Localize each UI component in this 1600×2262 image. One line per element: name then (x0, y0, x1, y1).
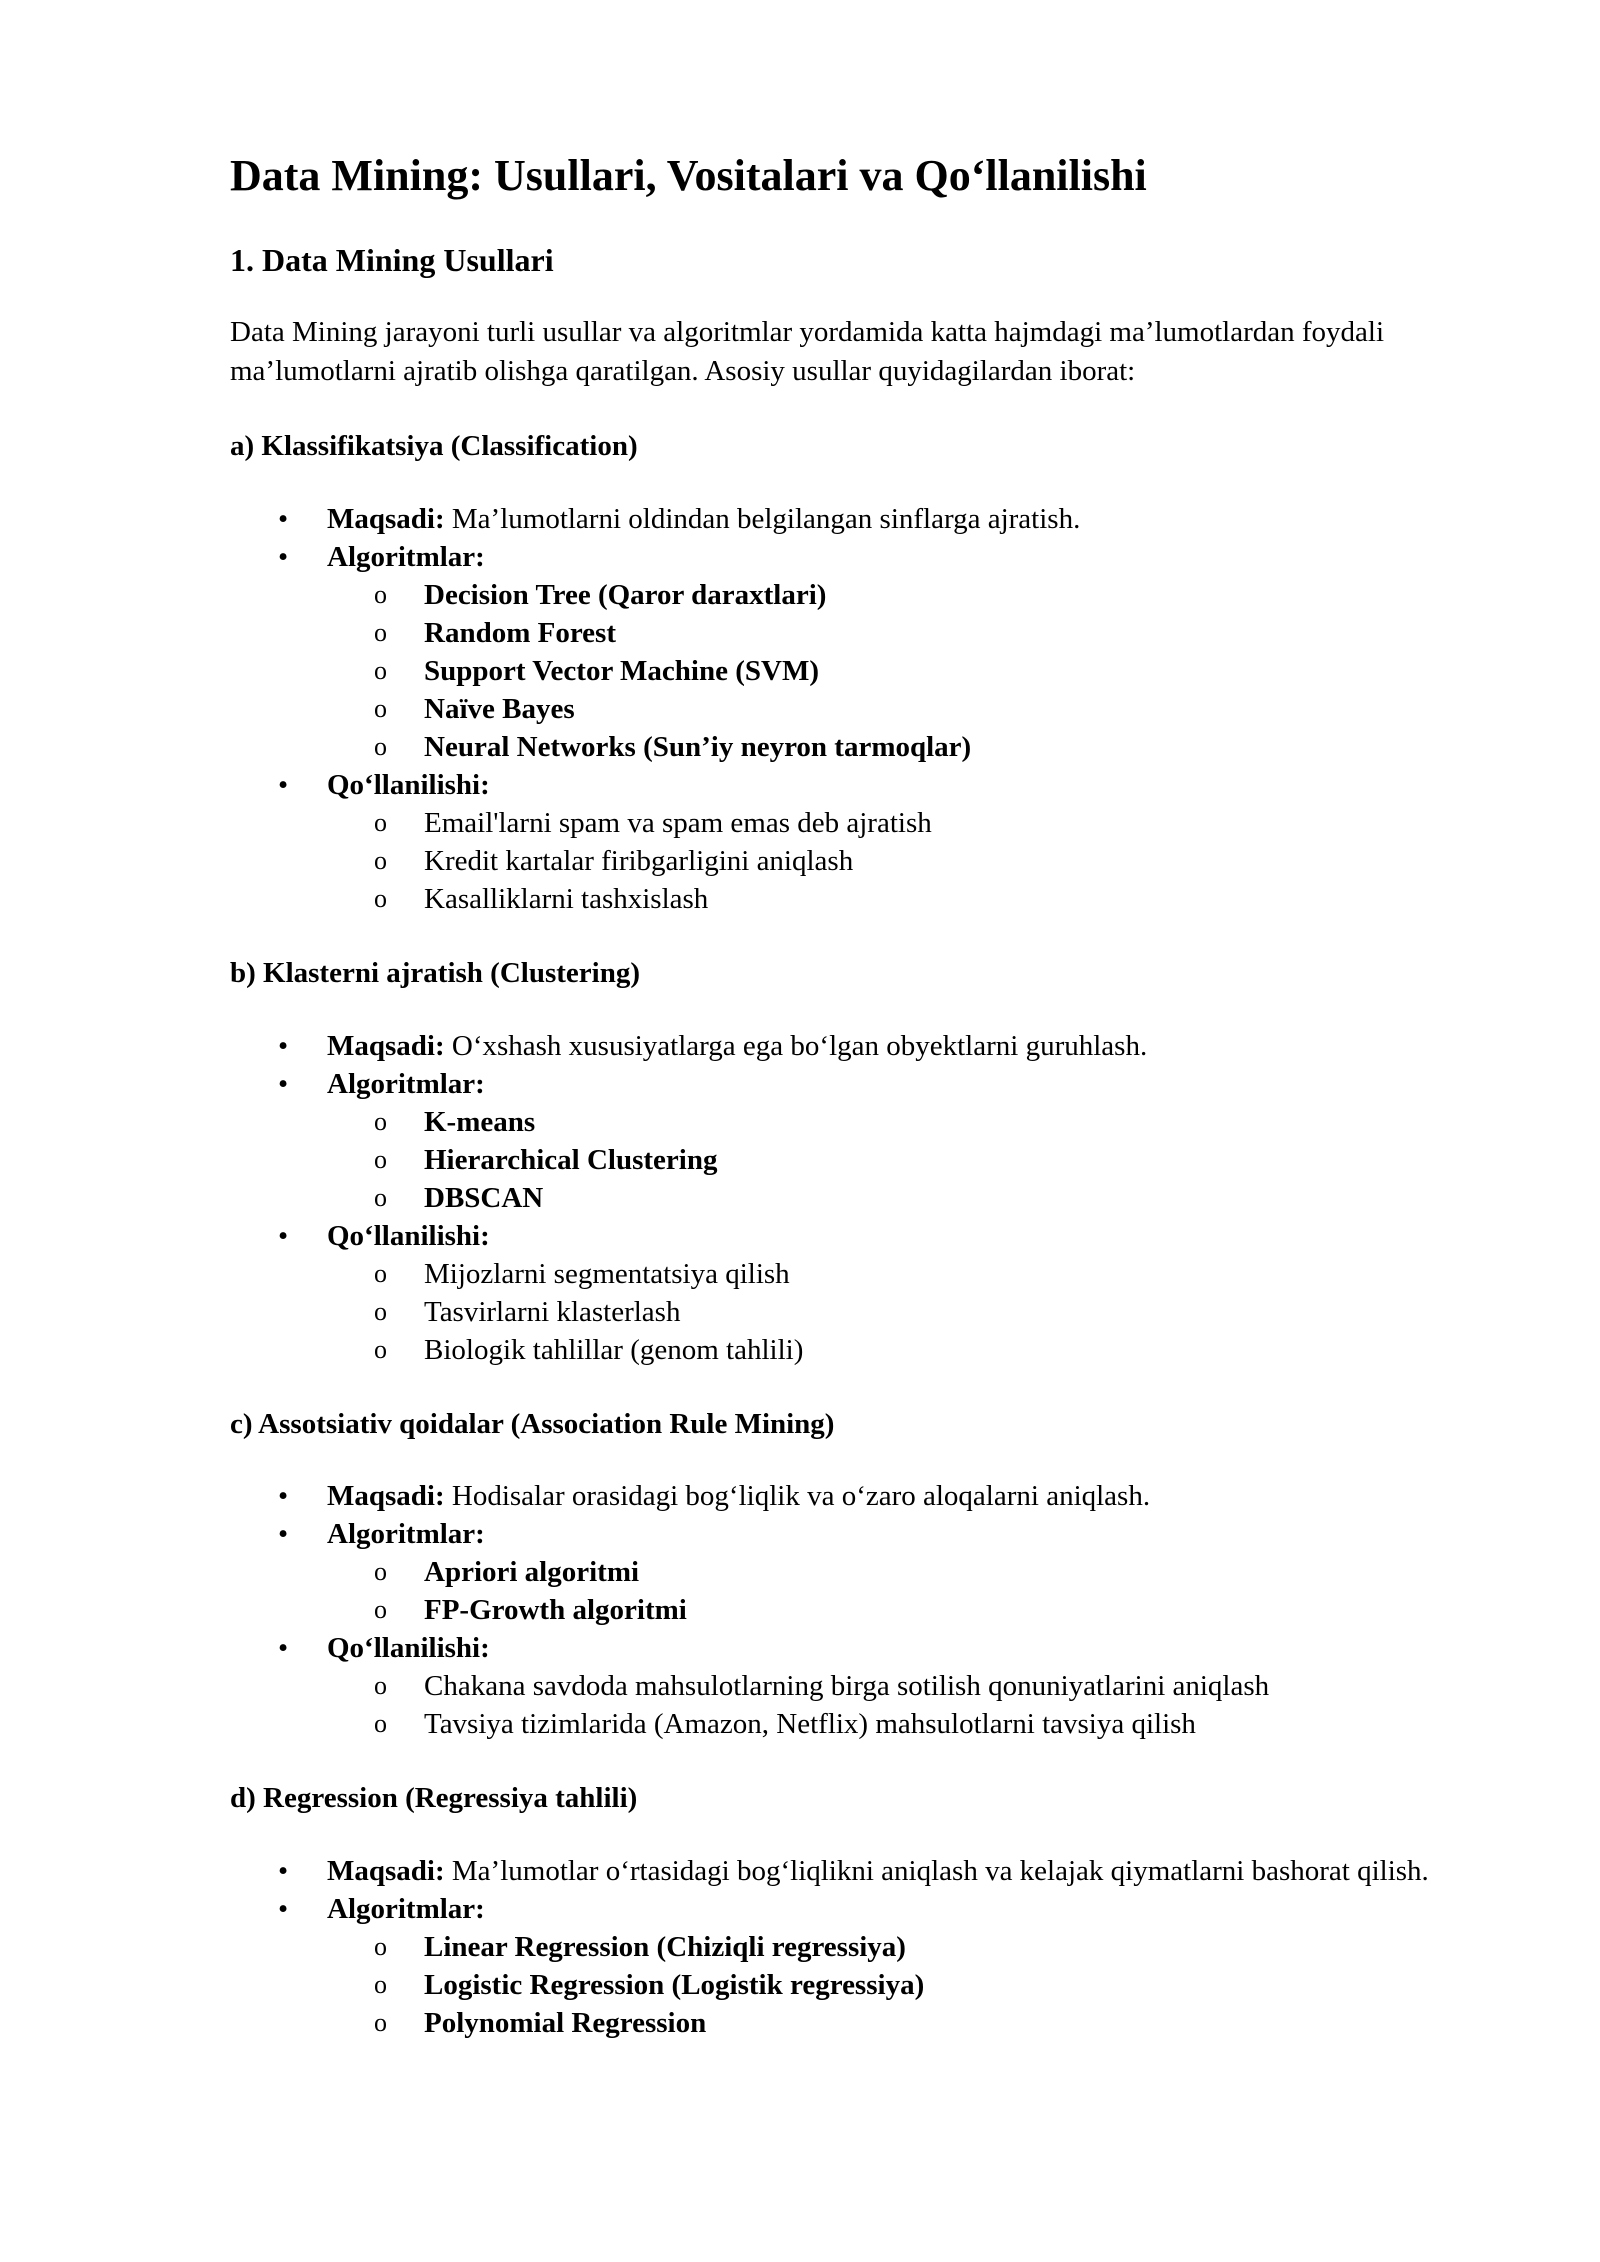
usage-text: Kasalliklarni tashxislash (424, 882, 709, 915)
algorithms-label: Algoritmlar: (327, 1518, 485, 1551)
algorithm-item (327, 728, 1470, 766)
bullet-icon: • (278, 540, 289, 573)
method-list (230, 1477, 1470, 1743)
circle-bullet-icon: o (374, 1258, 387, 1288)
circle-bullet-icon: o (374, 1970, 387, 2000)
bullet-icon: • (278, 1067, 289, 1100)
goal-item (230, 500, 1470, 538)
usage-entry (327, 880, 1470, 918)
algorithm-name: Naïve Bayes (424, 692, 575, 725)
algorithm-item (327, 690, 1470, 728)
circle-bullet-icon: o (374, 1932, 387, 1962)
algorithm-name: Hierarchical Clustering (424, 1143, 718, 1176)
usage-text: Tavsiya tizimlarida (Amazon, Netflix) mahsulotlarni tavsiya qilish (424, 1708, 1196, 1741)
method-heading: c) Assotsiativ qoidalar (Association Rule Mining) (230, 1407, 835, 1440)
usage-entry (327, 1255, 1470, 1293)
usage-list (327, 804, 1470, 918)
algorithm-item (327, 652, 1470, 690)
circle-bullet-icon: o (374, 883, 387, 913)
algorithms-list (327, 1103, 1470, 1217)
usage-list (327, 1667, 1470, 1743)
goal-label: Maqsadi: (327, 1029, 445, 1062)
bullet-icon: • (278, 502, 289, 535)
usage-label: Qo‘llanilishi: (327, 768, 490, 801)
bullet-icon: • (278, 1219, 289, 1252)
algorithms-item (230, 538, 1470, 766)
goal-text: Ma’lumotlarni oldindan belgilangan sinflarga ajratish. (444, 502, 1081, 535)
algorithm-item (327, 1553, 1470, 1591)
algorithms-label: Algoritmlar: (327, 540, 485, 573)
usage-entry (327, 1293, 1470, 1331)
algorithm-item (327, 1103, 1470, 1141)
circle-bullet-icon: o (374, 1334, 387, 1364)
circle-bullet-icon: o (374, 1182, 387, 1212)
circle-bullet-icon: o (374, 617, 387, 647)
goal-label: Maqsadi: (327, 1480, 445, 1513)
bullet-icon: • (278, 1855, 289, 1888)
goal-label: Maqsadi: (327, 1855, 445, 1888)
goal-item (230, 1027, 1470, 1065)
bullet-icon: • (278, 768, 289, 801)
bullet-icon: • (278, 1518, 289, 1551)
goal-text: Hodisalar orasidagi bog‘liqlik va o‘zaro aloqalarni aniqlash. (444, 1480, 1151, 1513)
algorithm-name: Linear Regression (Chiziqli regressiya) (424, 1931, 906, 1964)
algorithms-label: Algoritmlar: (327, 1893, 485, 1926)
algorithms-item (230, 1065, 1470, 1217)
circle-bullet-icon: o (374, 655, 387, 685)
algorithm-item (327, 614, 1470, 652)
algorithm-item (327, 1141, 1470, 1179)
circle-bullet-icon: o (374, 2008, 387, 2038)
algorithm-item (327, 1179, 1470, 1217)
method-heading: a) Klassifikatsiya (Classification) (230, 429, 638, 462)
algorithms-list (327, 1928, 1470, 2042)
goal-text: Ma’lumotlar o‘rtasidagi bog‘liqlikni aniqlash va kelajak qiymatlarni bashorat qilish. (444, 1855, 1429, 1888)
usage-text: Tasvirlarni klasterlash (424, 1295, 681, 1328)
goal-text: O‘xshash xususiyatlarga ega bo‘lgan obyektlarni guruhlash. (444, 1029, 1148, 1062)
usage-entry (327, 842, 1470, 880)
method-list (230, 1027, 1470, 1369)
algorithm-name: Apriori algoritmi (424, 1556, 640, 1589)
algorithms-label: Algoritmlar: (327, 1067, 485, 1100)
circle-bullet-icon: o (374, 1106, 387, 1136)
usage-entry (327, 1667, 1470, 1705)
circle-bullet-icon: o (374, 845, 387, 875)
algorithm-name: Decision Tree (Qaror daraxtlari) (424, 578, 827, 611)
section-intro: Data Mining jarayoni turli usullar va algoritmlar yordamida katta hajmdagi ma’lumotlardan foydali ma’lumotlarni ajratib olishga qaratilgan. Asosiy usullar quyidagilardan iborat: (230, 316, 1385, 388)
algorithm-name: Neural Networks (Sun’iy neyron tarmoqlar) (424, 730, 972, 763)
circle-bullet-icon: o (374, 1709, 387, 1739)
usage-label: Qo‘llanilishi: (327, 1632, 490, 1665)
usage-entry (327, 1331, 1470, 1369)
algorithm-item (327, 1591, 1470, 1629)
algorithm-name: Logistic Regression (Logistik regressiya) (424, 1969, 925, 2002)
algorithms-item (230, 1890, 1470, 2042)
usage-label: Qo‘llanilishi: (327, 1219, 490, 1252)
algorithm-name: DBSCAN (424, 1181, 544, 1214)
bullet-icon: • (278, 1893, 289, 1926)
usage-list (327, 1255, 1470, 1369)
document-title: Data Mining: Usullari, Vositalari va Qo‘llanilishi (230, 151, 1147, 200)
goal-item (230, 1852, 1470, 1890)
method-heading: d) Regression (Regressiya tahlili) (230, 1782, 638, 1815)
usage-text: Email'larni spam va spam emas deb ajratish (424, 806, 932, 839)
circle-bullet-icon: o (374, 807, 387, 837)
algorithm-name: FP-Growth algoritmi (424, 1594, 687, 1627)
circle-bullet-icon: o (374, 579, 387, 609)
usage-item (230, 1629, 1470, 1743)
algorithm-name: Polynomial Regression (424, 2007, 707, 2040)
algorithms-list (327, 576, 1470, 766)
usage-entry (327, 1705, 1470, 1743)
usage-item (230, 1217, 1470, 1369)
algorithms-item (230, 1515, 1470, 1629)
method-list (230, 1852, 1470, 2042)
circle-bullet-icon: o (374, 1557, 387, 1587)
goal-item (230, 1477, 1470, 1515)
bullet-icon: • (278, 1480, 289, 1513)
methods-container (230, 429, 1470, 2042)
bullet-icon: • (278, 1029, 289, 1062)
document-page (230, 150, 1470, 2042)
usage-text: Biologik tahlillar (genom tahlili) (424, 1333, 804, 1366)
algorithm-name: Support Vector Machine (SVM) (424, 654, 819, 687)
circle-bullet-icon: o (374, 693, 387, 723)
bullet-icon: • (278, 1632, 289, 1665)
algorithm-item (327, 1928, 1470, 1966)
usage-item (230, 766, 1470, 918)
algorithm-name: Random Forest (424, 616, 616, 649)
goal-label: Maqsadi: (327, 502, 445, 535)
circle-bullet-icon: o (374, 731, 387, 761)
method-heading: b) Klasterni ajratish (Clustering) (230, 956, 640, 989)
usage-text: Mijozlarni segmentatsiya qilish (424, 1257, 790, 1290)
section-heading: 1. Data Mining Usullari (230, 241, 554, 278)
usage-text: Chakana savdoda mahsulotlarning birga sotilish qonuniyatlarini aniqlash (424, 1670, 1270, 1703)
usage-text: Kredit kartalar firibgarligini aniqlash (424, 844, 854, 877)
circle-bullet-icon: o (374, 1144, 387, 1174)
circle-bullet-icon: o (374, 1296, 387, 1326)
algorithm-item (327, 576, 1470, 614)
circle-bullet-icon: o (374, 1595, 387, 1625)
algorithms-list (327, 1553, 1470, 1629)
usage-entry (327, 804, 1470, 842)
algorithm-item (327, 1966, 1470, 2004)
algorithm-item (327, 2004, 1470, 2042)
circle-bullet-icon: o (374, 1671, 387, 1701)
algorithm-name: K-means (424, 1105, 536, 1138)
method-list (230, 500, 1470, 918)
